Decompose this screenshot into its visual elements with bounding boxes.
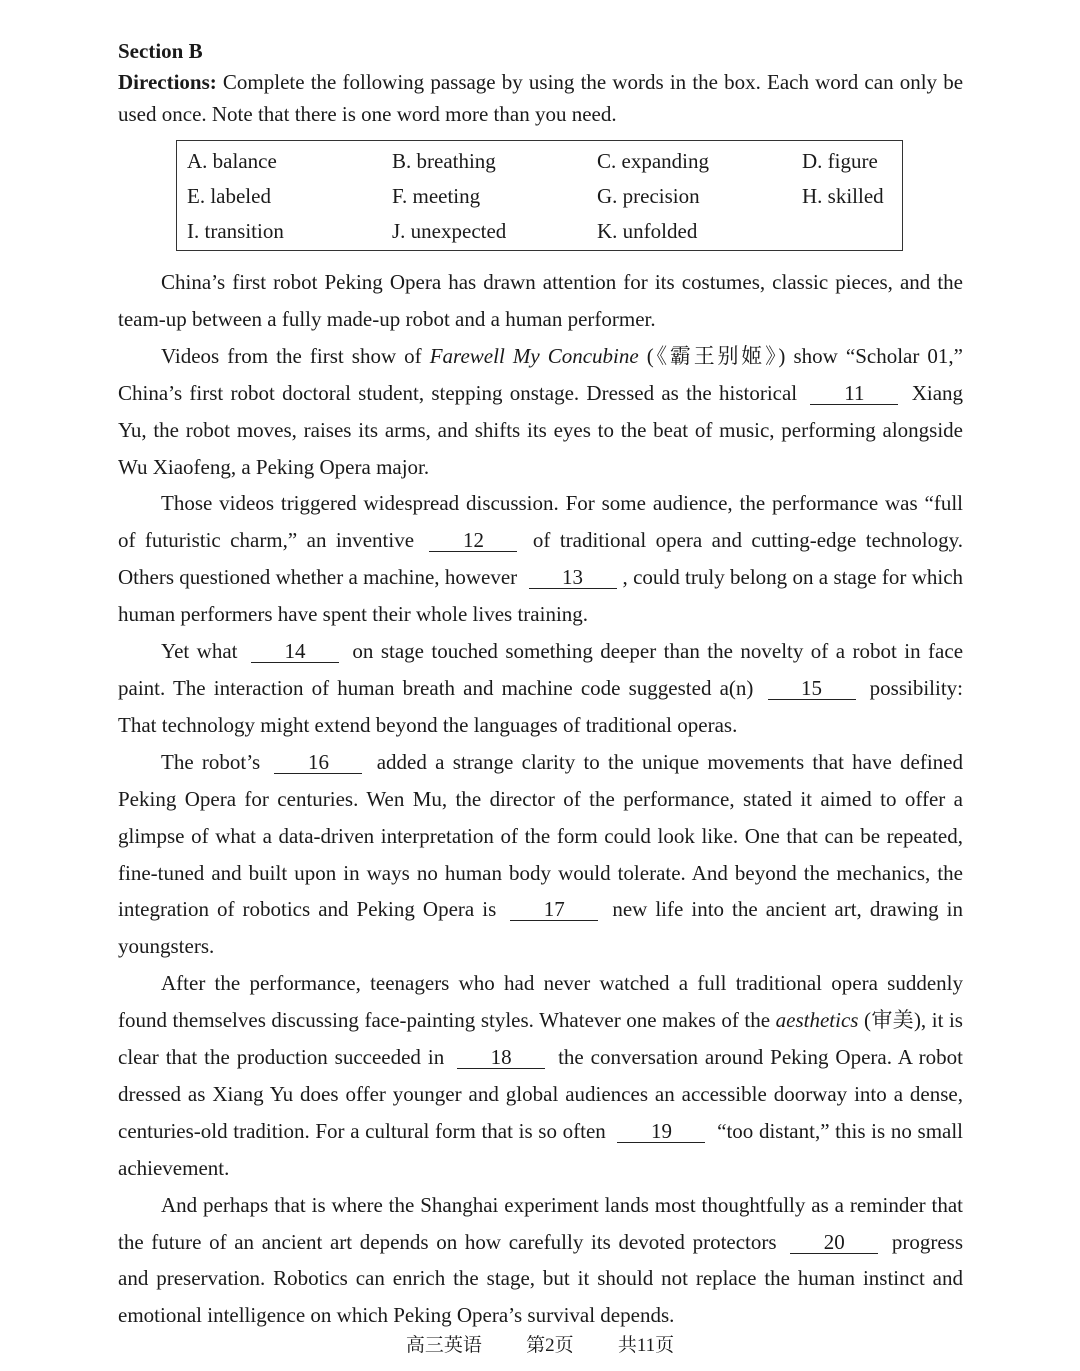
paragraph-text: (审美), it is clear that the production succeeded in	[118, 1008, 963, 1070]
blank-13[interactable]: 13	[529, 566, 617, 589]
word-option: B. breathing	[392, 149, 496, 173]
paragraph-1	[118, 264, 963, 338]
paragraph-2	[118, 338, 963, 486]
paragraph-text: added a strange clarity to the unique movements that have defined Peking Opera for centuries. Wen Mu, the director of the performance, stated it aimed to offer a glimpse of what a data-driven interpretation of the form could look like. One that can be repeated, fine-tuned and built upon in ways no human body would tolerate. And beyond the mechanics, the integration of robotics and Peking Opera is	[118, 749, 964, 922]
paragraph-text: progress and preservation. Robotics can enrich the stage, but it should not replace the human instinct and emotional intelligence on which Peking Opera’s survival depends.	[118, 1229, 964, 1328]
aesthetics-term: aesthetics	[775, 1008, 859, 1033]
paragraph-text: possibility: That technology might extend beyond the languages of traditional operas.	[118, 675, 963, 737]
word-option: A. balance	[187, 149, 277, 173]
paragraph-4	[118, 633, 963, 744]
paragraph-text: new life into the ancient art, drawing in youngsters.	[118, 897, 963, 959]
word-option: I. transition	[187, 219, 284, 243]
section-b	[118, 36, 963, 1334]
blank-12[interactable]: 12	[429, 529, 517, 552]
word-option: C. expanding	[597, 149, 709, 173]
blank-11[interactable]: 11	[810, 382, 898, 405]
blank-19[interactable]: 19	[617, 1120, 705, 1143]
word-option: F. meeting	[392, 184, 481, 208]
blank-18[interactable]: 18	[457, 1046, 545, 1069]
blank-14[interactable]: 14	[251, 640, 339, 663]
blank-20[interactable]: 20	[790, 1231, 878, 1254]
word-option: J. unexpected	[392, 219, 507, 243]
paragraph-text: “too distant,” this is no small achievement.	[118, 1118, 964, 1180]
blank-17[interactable]: 17	[510, 898, 598, 921]
word-option: D. figure	[802, 149, 878, 173]
paragraph-text: Those videos triggered widespread discussion. For some audience, the performance was “full of futuristic charm,” an inventive	[118, 491, 963, 553]
paragraph-3	[118, 485, 963, 633]
word-box	[176, 140, 903, 251]
passage	[118, 264, 963, 1334]
opera-title: Farewell My Concubine	[429, 343, 639, 368]
paragraph-text: (《霸王别姬》) show “Scholar 01,” China’s first robot doctoral student, stepping onstage. Dressed as the historical	[118, 343, 963, 405]
paragraph-text: the conversation around Peking Opera. A robot dressed as Xiang Yu does offer younger and global audiences an accessible doorway into a dense, centuries-old tradition. For a cultural form that is so often	[118, 1045, 964, 1143]
paragraph-text: on stage touched something deeper than the novelty of a robot in face paint. The interaction of human breath and machine code suggested a(n)	[118, 639, 964, 700]
word-option: E. labeled	[187, 184, 271, 208]
paragraph-text: of traditional opera and cutting-edge technology. Others questioned whether a machine, however	[118, 528, 963, 590]
paragraph-text: China’s first robot Peking Opera has drawn attention for its costumes, classic pieces, and the team-up between a fully made-up robot and a human performer.	[118, 270, 963, 331]
paragraph-text: , could truly belong on a stage for which human performers have spent their whole lives training.	[118, 565, 964, 627]
paragraph-text: Yet what	[161, 639, 238, 664]
paragraph-text: And perhaps that is where the Shanghai experiment lands most thoughtfully as a reminder that the future of an ancient art depends on how carefully its devoted protectors	[118, 1192, 963, 1254]
paragraph-text: Videos from the first show of	[161, 343, 430, 368]
directions-label: Directions:	[118, 70, 217, 94]
page-footer: 高三英语 第2页 共11页	[405, 1335, 675, 1356]
blank-16[interactable]: 16	[274, 751, 362, 774]
paragraph-6	[118, 965, 963, 1186]
word-option: G. precision	[597, 184, 700, 208]
paragraph-5	[118, 744, 963, 965]
word-option: K. unfolded	[597, 219, 698, 243]
word-option: H. skilled	[802, 184, 884, 208]
directions	[118, 66, 963, 130]
section-title: Section B	[118, 39, 203, 63]
blank-15[interactable]: 15	[768, 677, 856, 700]
paragraph-text: Xiang Yu, the robot moves, raises its arms, and shifts its eyes to the beat of music, performing alongside Wu Xiaofeng, a Peking Opera major.	[118, 380, 964, 479]
paragraph-text: After the performance, teenagers who had never watched a full traditional opera suddenly found themselves discussing face-painting styles. Whatever one makes of the	[118, 971, 963, 1033]
directions-text: Complete the following passage by using the words in the box. Each word can only be used once. Note that there is one word more than you need.	[118, 70, 964, 126]
paragraph-text: The robot’s	[161, 749, 261, 774]
paragraph-7	[118, 1187, 963, 1335]
